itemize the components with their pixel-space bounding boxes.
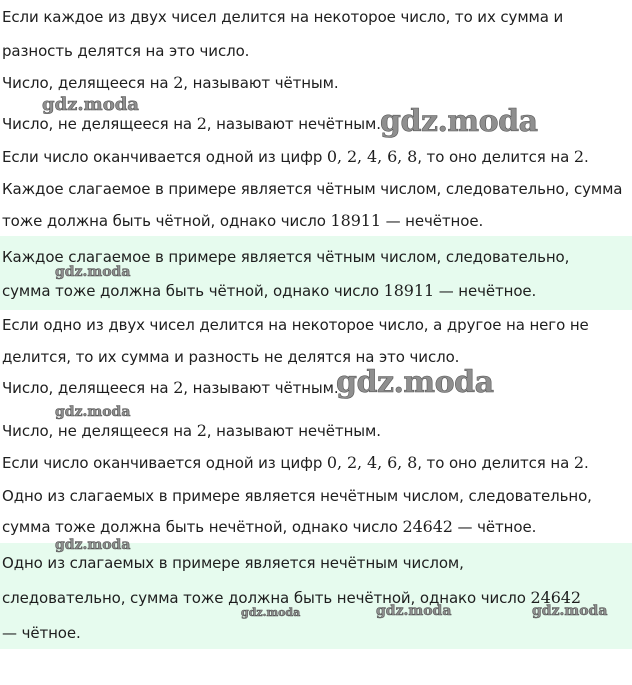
- text: .: [583, 148, 589, 166]
- text: тоже должна быть чётной, однако число: [2, 212, 331, 230]
- watermark: gdz.moda: [55, 404, 131, 420]
- text: , называют нечётным.: [206, 422, 381, 440]
- text: , называют чётным.: [183, 379, 339, 397]
- math-digits: 0, 2, 4, 6, 8: [326, 147, 418, 166]
- answer-a-line-2: [2, 281, 536, 301]
- math-digits: 0, 2, 4, 6, 8: [326, 453, 418, 472]
- text: Если число оканчивается одной из цифр: [2, 148, 327, 166]
- rule-a-line-3: [2, 73, 339, 93]
- math-number: 24642: [530, 588, 581, 607]
- rule-b-line-4: [2, 421, 381, 441]
- math-number: 2: [573, 147, 584, 166]
- watermark: gdz.moda: [55, 537, 131, 553]
- explain-a-line-1: Каждое слагаемое в примере является чётным числом, следовательно, сумма: [2, 180, 623, 198]
- rule-b-line-1: Если одно из двух чисел делится на некоторое число, а другое на него не: [2, 316, 589, 334]
- math-number: 2: [196, 114, 207, 133]
- rule-b-line-3: [2, 378, 339, 398]
- text: Число, делящееся на: [2, 379, 174, 397]
- rule-b-line-2: делится, то их сумма и разность не делятся на это число.: [2, 348, 460, 366]
- math-number: 2: [173, 73, 184, 92]
- watermark: gdz.moda: [336, 365, 494, 400]
- math-number: 2: [173, 378, 184, 397]
- answer-b-line-1: Одно из слагаемых в примере является нечётным числом,: [2, 554, 464, 572]
- rule-a-line-4: [2, 114, 381, 134]
- watermark: gdz.moda: [42, 94, 139, 115]
- text: сумма тоже должна быть чётной, однако число: [2, 282, 384, 300]
- rule-a-line-5: [2, 147, 589, 167]
- watermark: gdz.moda: [376, 603, 452, 619]
- math-number: 24642: [402, 517, 453, 536]
- answer-a-line-1: Каждое слагаемое в примере является чётным числом, следовательно,: [2, 248, 570, 266]
- text: Число, не делящееся на: [2, 422, 197, 440]
- explain-b-line-1: Одно из слагаемых в примере является нечётным числом, следовательно,: [2, 487, 592, 505]
- math-number: 18911: [383, 281, 435, 300]
- watermark: gdz.moda: [380, 104, 538, 139]
- explain-b-line-2: [2, 517, 536, 537]
- math-number: 2: [573, 453, 584, 472]
- text: , то оно делится на: [417, 148, 574, 166]
- rule-a-line-2: разность делятся на это число.: [2, 42, 250, 60]
- text: , называют чётным.: [183, 74, 339, 92]
- watermark: gdz.moda: [241, 606, 301, 619]
- math-number: 18911: [330, 211, 381, 230]
- watermark: gdz.moda: [55, 264, 131, 280]
- text: .: [583, 454, 589, 472]
- explain-a-line-2: [2, 211, 483, 231]
- text: — нечётное.: [380, 212, 484, 230]
- text: Если число оканчивается одной из цифр: [2, 454, 327, 472]
- rule-a-line-1: Если каждое из двух чисел делится на некоторое число, то их сумма и: [2, 8, 564, 26]
- text: — чётное.: [452, 518, 537, 536]
- text: — нечётное.: [434, 282, 537, 300]
- rule-b-line-5: [2, 453, 589, 473]
- text: Число, делящееся на: [2, 74, 174, 92]
- text: Число, не делящееся на: [2, 115, 197, 133]
- math-number: 2: [196, 421, 207, 440]
- answer-b-line-2: [2, 588, 581, 608]
- text: сумма тоже должна быть нечётной, однако число: [2, 518, 403, 536]
- watermark: gdz.moda: [532, 603, 608, 619]
- text: , называют нечётным.: [206, 115, 381, 133]
- answer-b-line-3: — чётное.: [2, 624, 81, 642]
- text: , то оно делится на: [417, 454, 574, 472]
- text: следовательно, сумма тоже должна быть нечётной, однако число: [2, 589, 531, 607]
